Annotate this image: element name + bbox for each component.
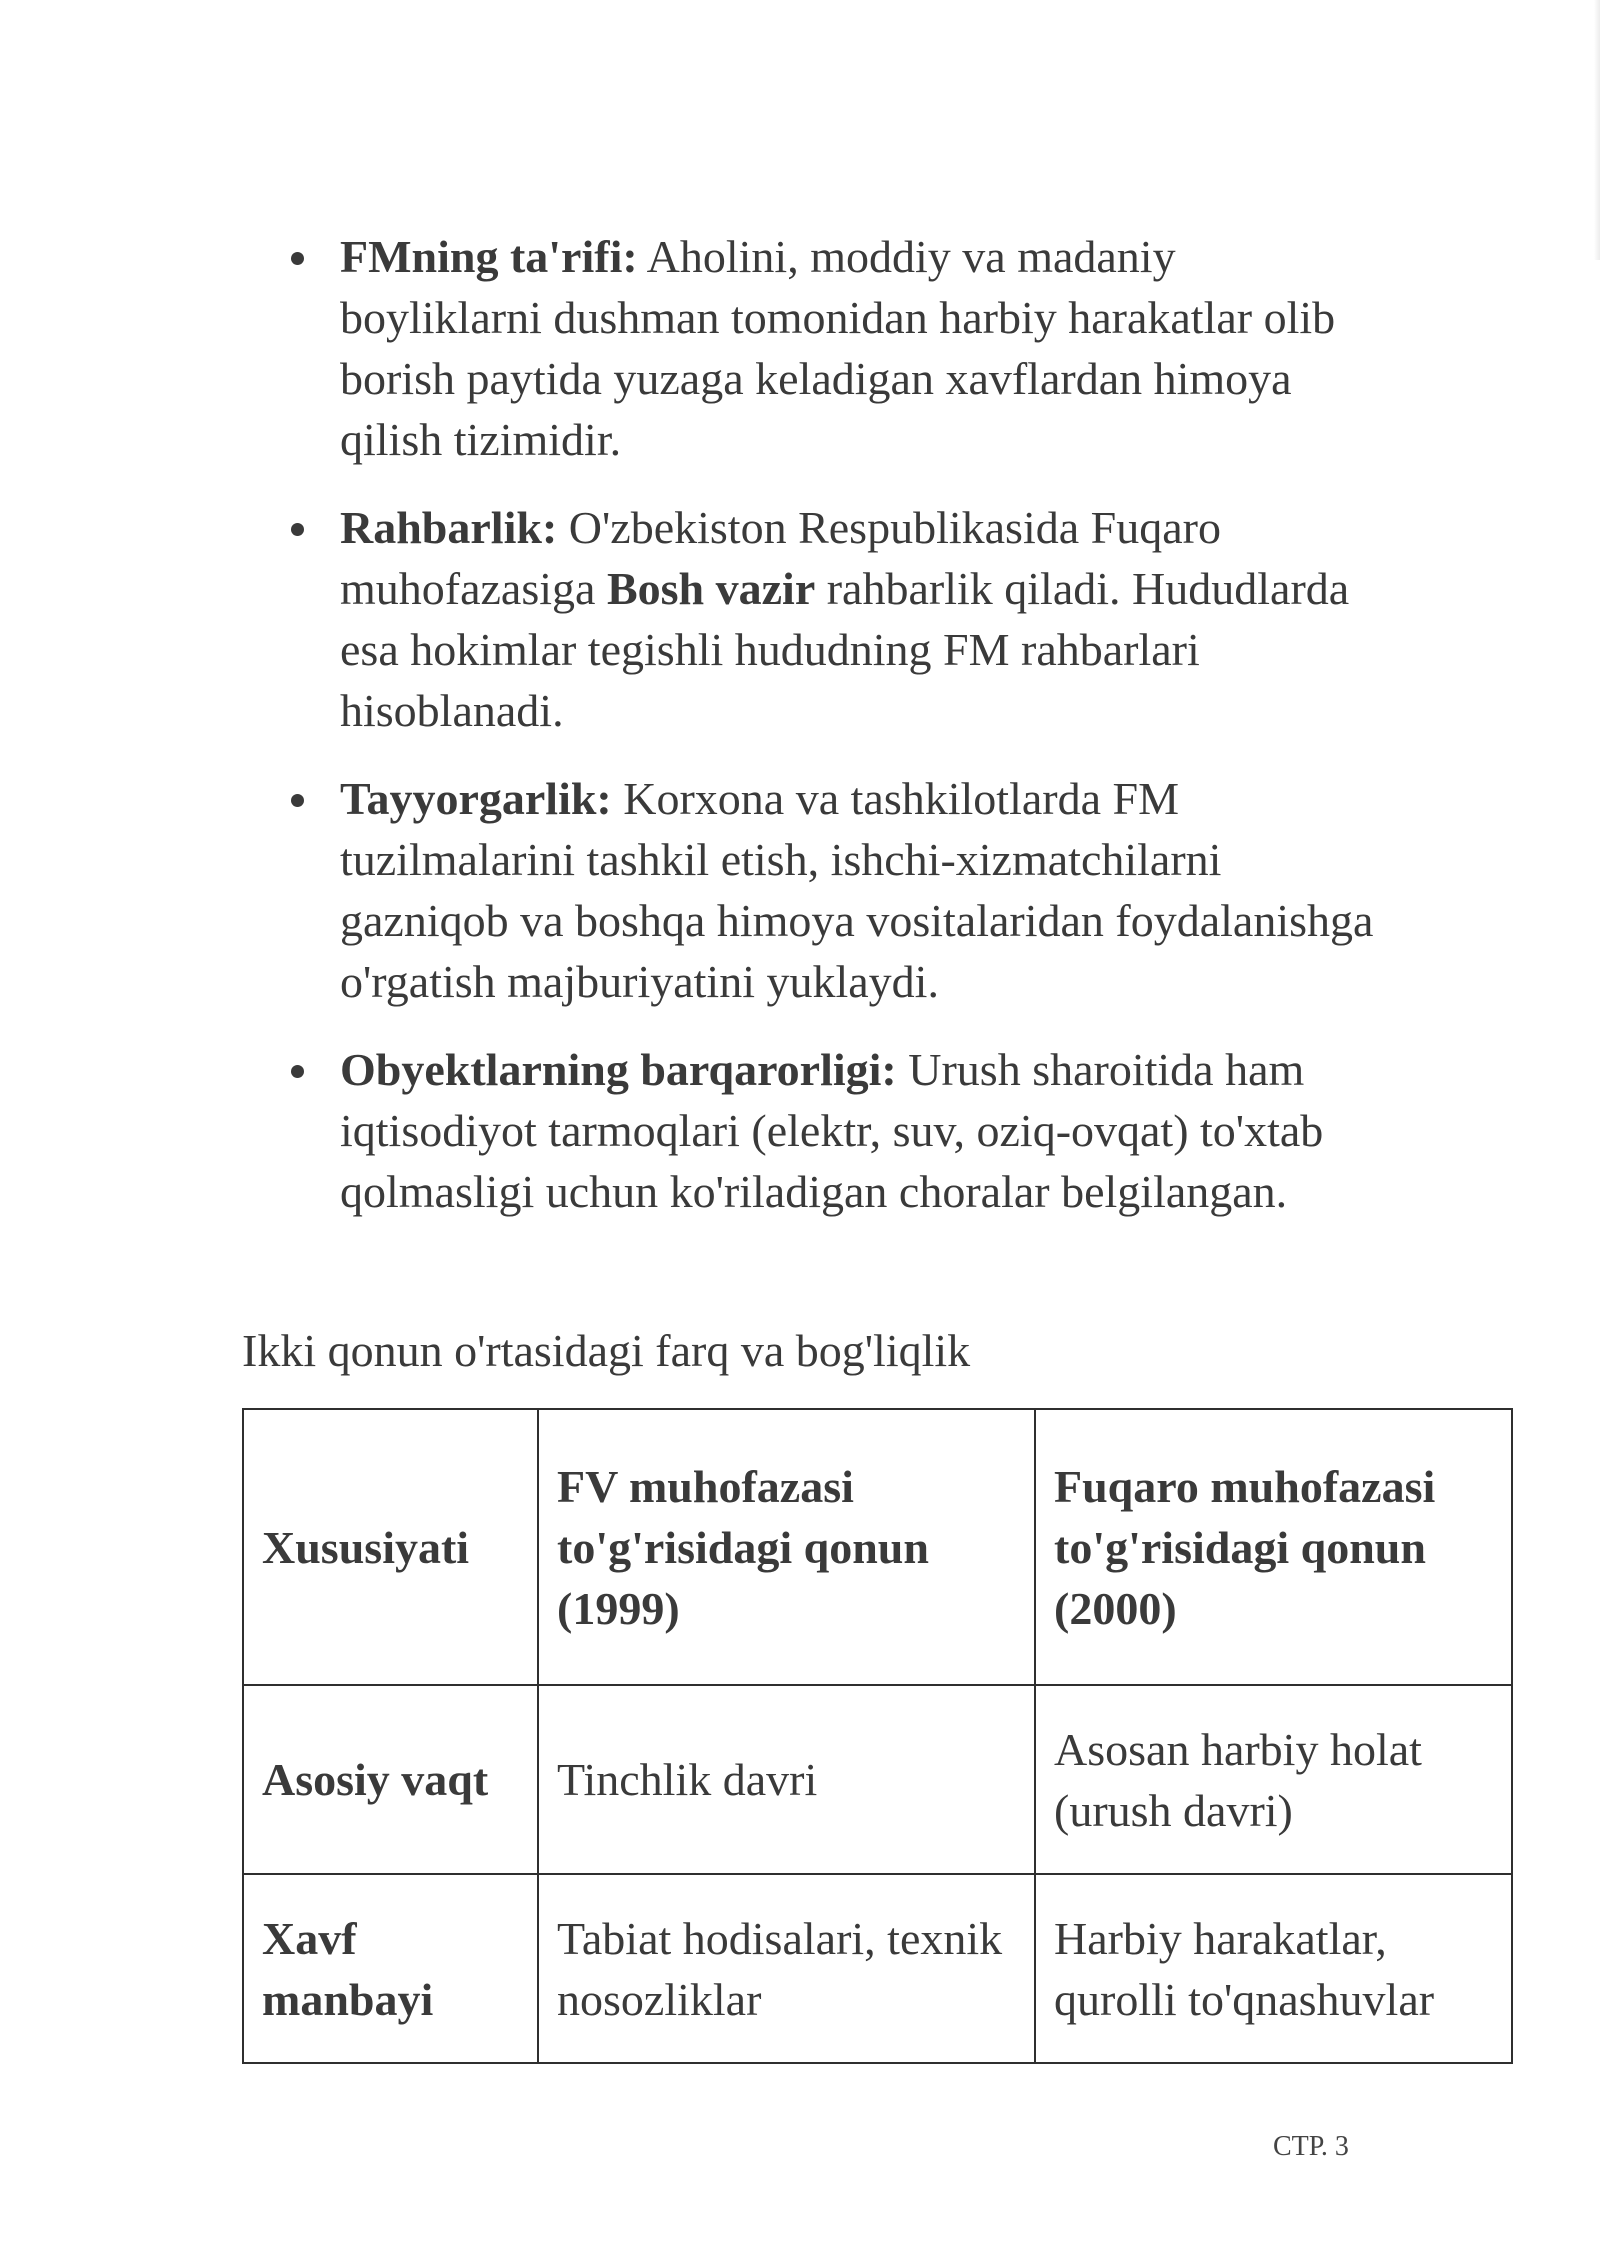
bullet-lead: Tayyorgarlik: [340,773,612,824]
bullet-list [278,226,1388,1249]
table-header-cell: Fuqaro muhofazasi to'g'risidagi qonun (2000) [1035,1409,1512,1685]
table-cell: Tabiat hodisalari, texnik nosozliklar [538,1874,1035,2063]
table-row-header: Asosiy vaqt [243,1685,538,1874]
bullet-item-leadership [278,497,1388,741]
table-cell: Harbiy harakatlar, qurolli to'qnashuvlar [1035,1874,1512,2063]
table-row [243,1874,1512,2063]
bullet-item-stability [278,1039,1388,1222]
bullet-lead: Rahbarlik: [340,502,558,553]
bullet-dot-icon [291,252,304,265]
bullet-text: Korxona va tashkilotlarda FM tuzilmalarini tashkil etish, ishchi-xizmatchilarni gazniqob va boshqa himoya vositalaridan foydalanishga o'rgatish majburiyatini yuklaydi. [340,773,1374,1007]
bullet-item-preparedness [278,768,1388,1012]
bullet-dot-icon [291,523,304,536]
bullet-text: Aholini, moddiy va madaniy boyliklarni dushman tomonidan harbiy harakatlar olib borish paytida yuzaga keladigan xavflardan himoya qilish tizimidir. [340,231,1336,465]
table-row [243,1685,1512,1874]
bullet-item-definition [278,226,1388,470]
bullet-emphasis: Bosh vazir [606,563,816,614]
comparison-table [242,1408,1513,2064]
table-row-header: Xavf manbayi [243,1874,538,2063]
table-header-cell: Xususiyati [243,1409,538,1685]
section-title: Ikki qonun o'rtasidagi farq va bog'liqlik [242,1325,971,1376]
bullet-lead: Obyektlarning barqarorligi: [340,1044,897,1095]
bullet-text: Urush sharoitida ham iqtisodiyot tarmoqlari (elektr, suv, oziq-ovqat) to'xtab qolmasligi uchun ko'riladigan choralar belgilangan. [340,1044,1324,1217]
page-number: СТР. 3 [1273,2131,1349,2162]
bullet-dot-icon [291,794,304,807]
bullet-text: rahbarlik qiladi. Hududlarda esa hokimlar tegishli hududning FM rahbarlari hisoblanadi. [340,563,1350,736]
bullet-dot-icon [291,1065,304,1078]
table-header-cell: FV muhofazasi to'g'risidagi qonun (1999) [538,1409,1035,1685]
page-edge-shadow [1594,0,1600,260]
table-cell: Tinchlik davri [538,1685,1035,1874]
bullet-lead: FMning ta'rifi: [340,231,638,282]
bullet-text: O'zbekiston Respublikasida Fuqaro muhofazasiga [340,502,1221,614]
table-cell: Asosan harbiy holat (urush davri) [1035,1685,1512,1874]
table-header-row [243,1409,1512,1685]
